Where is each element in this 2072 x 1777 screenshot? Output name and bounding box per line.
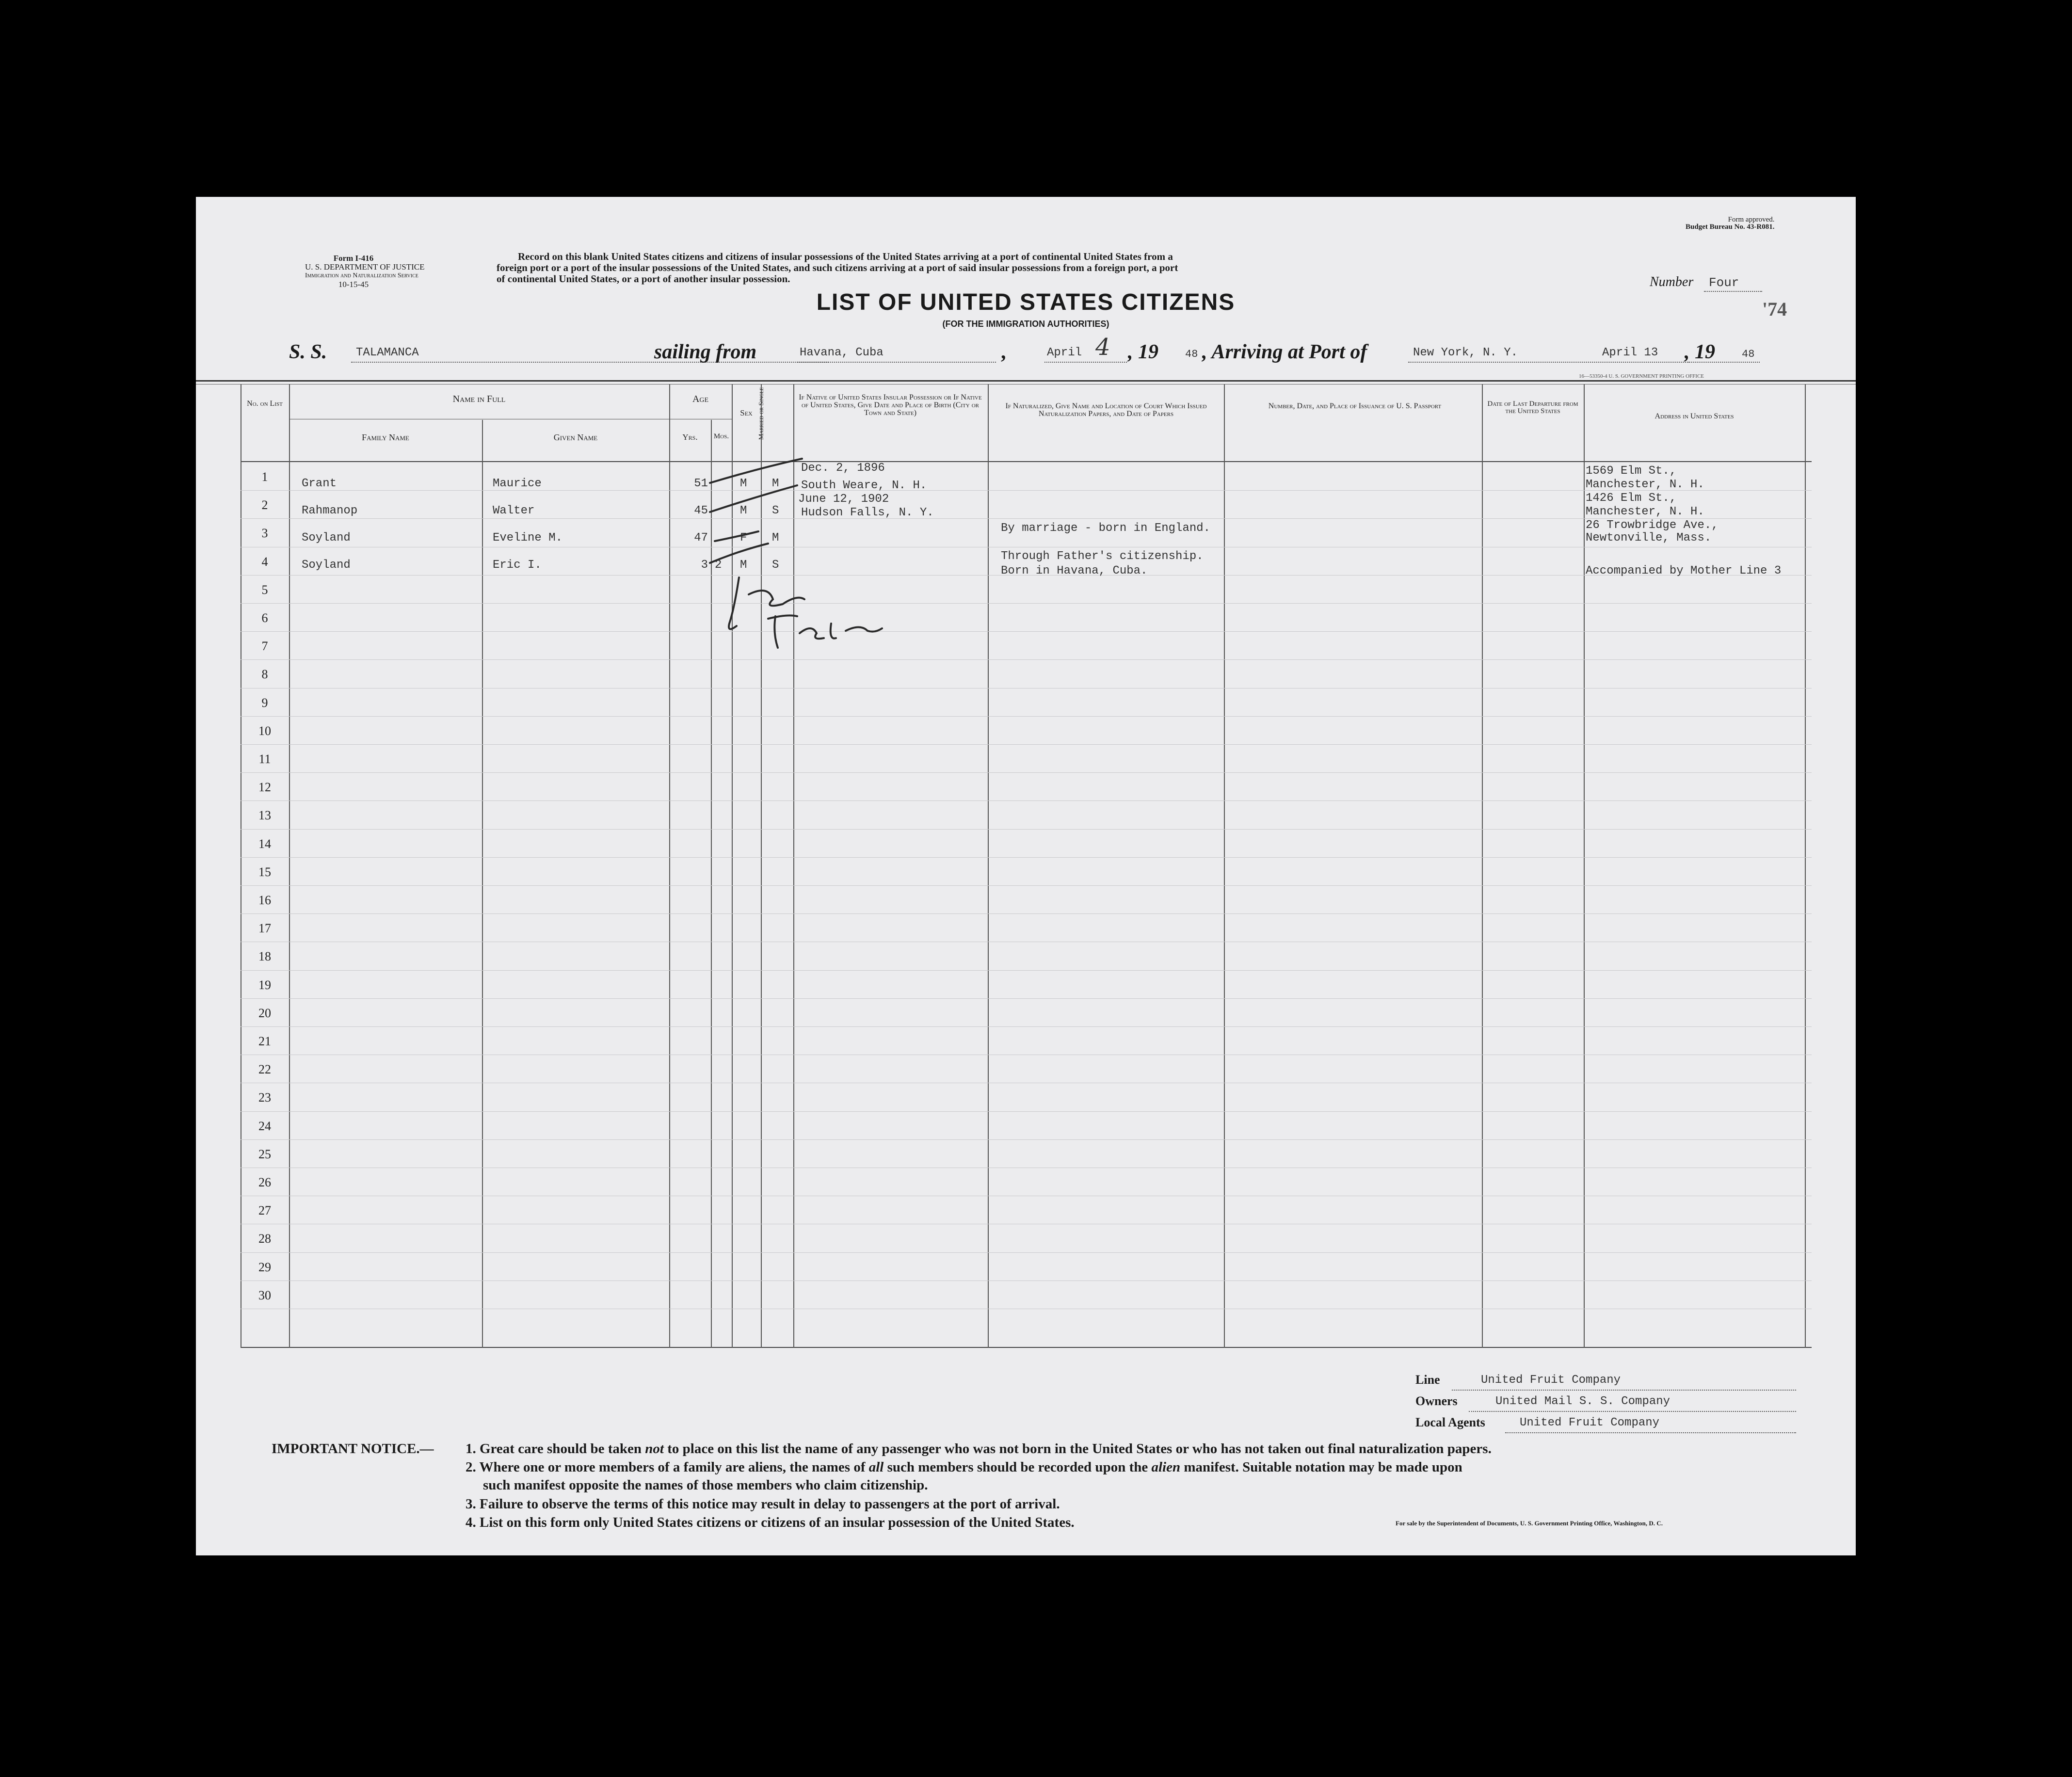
line-underline: [1452, 1390, 1796, 1391]
address-line: Manchester, N. H.: [1586, 505, 1704, 518]
arrival-port: New York, N. Y.: [1413, 346, 1518, 359]
row-rule: [241, 659, 1812, 660]
row-rule: [241, 716, 1812, 717]
ship-name: TALAMANCA: [356, 346, 419, 359]
row-number: 18: [258, 949, 271, 964]
notice-text: to place on this list the name of any passenger who was not born in the United States or who has not taken out final naturalization papers.: [663, 1441, 1492, 1457]
sex: M: [740, 504, 747, 517]
instruction-line: foreign port or a port of the insular possessions of the United States, and such citizens arriving at a port of said insular possessions from a foreign port, a port: [497, 262, 1178, 273]
family-name: Rahmanop: [302, 504, 358, 517]
arrival-date: April 13: [1602, 346, 1658, 359]
sex: F: [740, 531, 747, 544]
age-mos: 2: [715, 559, 722, 572]
col-header-given: Given Name: [553, 432, 598, 442]
notice-text: 1. Great care should be taken: [466, 1441, 645, 1457]
row-rule: [241, 744, 1812, 745]
row-number: 29: [258, 1260, 271, 1274]
sale-note: For sale by the Superintendent of Documents, U. S. Government Printing Office, Washington, D. C.: [1396, 1520, 1663, 1527]
table-bottom-rule: [241, 1347, 1812, 1348]
col-header-address: Address in United States: [1654, 412, 1734, 420]
printer-code: 16—53350-4 U. S. GOVERNMENT PRINTING OFFICE: [1579, 373, 1704, 379]
age-yrs: 47: [694, 531, 708, 544]
col-rule: [1584, 384, 1585, 1348]
agents-label: Local Agents: [1415, 1415, 1485, 1429]
naturalization-note: Through Father's citizenship.: [1001, 550, 1204, 563]
col-header-native: If Native of United States Insular Possession or If Native of United States, Give Date and Place of Birth (City or Town and State): [799, 393, 982, 417]
year-prefix: , 19: [1128, 341, 1158, 363]
notice-label: IMPORTANT NOTICE.—: [272, 1441, 434, 1457]
row-number: 12: [258, 780, 271, 795]
row-rule: [241, 631, 1812, 632]
row-number: 17: [258, 921, 271, 936]
address-line: Accompanied by Mother Line 3: [1586, 564, 1782, 577]
approval-line: Budget Bureau No. 43-R081.: [1686, 223, 1775, 231]
row-number: 16: [258, 893, 271, 907]
arrival-year: 48: [1742, 348, 1755, 360]
agents-value: United Fruit Company: [1520, 1416, 1660, 1429]
sail-month: April: [1047, 346, 1082, 359]
col-header-departure: Date of Last Departure from the United States: [1487, 400, 1578, 415]
col-header-sex: Sex: [740, 408, 753, 417]
tick-mark: [710, 485, 797, 512]
sex: M: [740, 559, 747, 572]
col-header-married: Married or Single: [758, 387, 765, 440]
arriving-label: , Arriving at Port of: [1202, 341, 1367, 363]
naturalization-note: By marriage - born in England.: [1001, 522, 1211, 535]
address-line: Manchester, N. H.: [1586, 478, 1704, 491]
sex: M: [740, 477, 747, 490]
year-prefix: , 19: [1685, 341, 1715, 363]
notice-item-4: 4. List on this form only United States citizens or citizens of an insular possession of the United States.: [466, 1515, 1075, 1530]
given-name: Eveline M.: [493, 531, 563, 544]
row-number: 8: [261, 667, 268, 682]
notice-item-2: [466, 1459, 1462, 1475]
row-number: 30: [258, 1288, 271, 1302]
date-stroke: [768, 615, 797, 648]
page-stamp: '74: [1762, 298, 1787, 320]
row-number: 13: [258, 808, 271, 823]
row-rule: [241, 800, 1812, 801]
ship-underline: [351, 362, 829, 363]
ss-label: S. S.: [289, 341, 327, 363]
port-underline: [797, 362, 996, 363]
col-rule: [988, 384, 989, 1348]
row-number: 28: [258, 1232, 271, 1246]
row-number: 19: [258, 977, 271, 992]
col-header-age: Age: [692, 394, 709, 404]
line-label: Line: [1415, 1373, 1440, 1387]
approval-line: Form approved.: [1728, 216, 1775, 224]
birth-date: Dec. 2, 1896: [801, 462, 885, 475]
col-rule: [669, 384, 670, 1348]
tick-mark: [710, 459, 802, 483]
row-rule: [241, 1026, 1812, 1027]
col-rule: [1482, 384, 1483, 1348]
notice-text: manifest. Suitable notation may be made upon: [1180, 1459, 1462, 1475]
notice-item-1: [466, 1441, 1492, 1457]
instruction-line: Record on this blank United States citizens and citizens of insular possessions of the United States arriving at a port of continental United States from a: [518, 251, 1173, 262]
col-header-yrs: Yrs.: [682, 432, 698, 442]
notice-emphasis: all: [868, 1459, 884, 1475]
instructions-text: [497, 251, 1178, 285]
col-header-no: No. on List: [247, 400, 283, 408]
row-number: 23: [258, 1090, 271, 1105]
row-number: 20: [258, 1006, 271, 1020]
family-name: Grant: [302, 477, 337, 490]
marital-status: S: [772, 504, 779, 517]
agents-underline: [1505, 1432, 1796, 1433]
form-title: LIST OF UNITED STATES CITIZENS: [816, 289, 1236, 315]
col-header-passport: Number, Date, and Place of Issuance of U. S. Passport: [1268, 402, 1442, 410]
row-number: 3: [261, 526, 268, 541]
arrival-date-underline: [1600, 362, 1760, 363]
row-rule: [241, 913, 1812, 914]
notice-item-2-cont: such manifest opposite the names of those members who claim citizenship.: [483, 1477, 928, 1493]
row-number: 1: [261, 470, 268, 484]
approval-block: [1686, 216, 1775, 231]
table-top-rule: [196, 380, 1856, 382]
given-name: Eric I.: [493, 559, 542, 572]
row-number: 26: [258, 1175, 271, 1189]
number-value: Four: [1709, 275, 1739, 290]
initials-stroke: [749, 591, 804, 606]
row-rule: [241, 829, 1812, 830]
row-rule: [241, 970, 1812, 971]
row-number: 14: [258, 836, 271, 851]
address-line: Newtonville, Mass.: [1586, 531, 1712, 544]
sailing-label: sailing from: [654, 341, 757, 363]
address-line: 26 Trowbridge Ave.,: [1586, 519, 1719, 532]
row-number: 10: [258, 723, 271, 738]
given-name: Maurice: [493, 477, 542, 490]
row-number: 27: [258, 1203, 271, 1218]
notice-emphasis: not: [645, 1441, 664, 1457]
marital-status: S: [772, 559, 779, 572]
col-header-mos: Mos.: [713, 432, 729, 440]
tick-mark: [710, 544, 768, 563]
age-yrs: 45: [694, 504, 708, 517]
marital-status: M: [772, 531, 779, 544]
given-name: Walter: [493, 504, 535, 517]
from-port: Havana, Cuba: [800, 346, 883, 359]
row-rule: [241, 1111, 1812, 1112]
row-number: 6: [261, 611, 268, 625]
row-rule: [241, 1139, 1812, 1140]
form-id: Form I-416: [333, 254, 374, 263]
col-header-name-in-full: Name in Full: [452, 394, 506, 404]
row-rule: [241, 857, 1812, 858]
notice-text: such members should be recorded upon the: [883, 1459, 1152, 1475]
form-subtitle: (FOR THE IMMIGRATION AUTHORITIES): [942, 319, 1109, 329]
notice-text: 2. Where one or more members of a family are aliens, the names of: [466, 1459, 869, 1475]
row-number: 21: [258, 1034, 271, 1048]
owners-label: Owners: [1415, 1394, 1458, 1408]
row-rule: [241, 885, 1812, 886]
sail-year: 48: [1185, 348, 1198, 360]
sail-day: 4: [1095, 334, 1110, 361]
col-header-family: Family Name: [362, 432, 409, 442]
row-number: 15: [258, 864, 271, 879]
tick-mark: [715, 531, 758, 541]
col-rule: [289, 384, 290, 1348]
row-number: 5: [261, 582, 268, 597]
row-number: 9: [261, 695, 268, 710]
form-id-block: [305, 254, 425, 289]
col-rule: [1224, 384, 1225, 1348]
manifest-sheet: [196, 197, 1856, 1555]
row-number: 25: [258, 1147, 271, 1161]
age-yrs: 3: [701, 559, 708, 572]
col-rule: [482, 420, 483, 1348]
naturalization-note: Born in Havana, Cuba.: [1001, 564, 1148, 577]
date-underline: [1044, 362, 1127, 363]
notice-item-3: 3. Failure to observe the terms of this notice may result in delay to passengers at the port of arrival.: [466, 1496, 1060, 1512]
birth-place: Hudson Falls, N. Y.: [801, 506, 934, 519]
birth-place: South Weare, N. H.: [801, 479, 927, 492]
row-number: 2: [261, 498, 268, 512]
age-yrs: 51: [694, 477, 708, 490]
row-number: 7: [261, 639, 268, 654]
address-line: 1569 Elm St.,: [1586, 464, 1677, 478]
row-number: 24: [258, 1119, 271, 1133]
row-number: 4: [261, 554, 268, 569]
family-name: Soyland: [302, 559, 351, 572]
owners-value: United Mail S. S. Company: [1495, 1395, 1670, 1408]
row-rule: [241, 772, 1812, 773]
dept-line: Immigration and Naturalization Service: [305, 272, 418, 279]
owners-underline: [1469, 1411, 1796, 1412]
comma: ,: [1001, 341, 1006, 363]
row-rule: [241, 998, 1812, 999]
date-stroke: [800, 624, 882, 639]
line-value: United Fruit Company: [1481, 1374, 1621, 1387]
birth-date: June 12, 1902: [798, 493, 889, 506]
col-header-naturalized: If Naturalized, Give Name and Location of Court Which Issued Naturalization Papers, and Date of Papers: [1005, 402, 1207, 418]
form-date: 10-15-45: [338, 280, 369, 289]
initials-stroke: [729, 577, 739, 629]
row-rule: [241, 490, 1812, 491]
row-rule: [241, 518, 1812, 519]
col-rule: [1805, 384, 1806, 1348]
row-rule: [241, 603, 1812, 604]
address-line: 1426 Elm St.,: [1586, 492, 1677, 505]
dept-line: U. S. DEPARTMENT OF JUSTICE: [305, 262, 425, 272]
header-bottom-rule: [241, 461, 1812, 462]
row-number: 11: [258, 752, 271, 766]
notice-emphasis: alien: [1151, 1459, 1181, 1475]
handwritten-marks: [700, 449, 904, 691]
marital-status: M: [772, 477, 779, 490]
number-label: Number: [1650, 274, 1694, 289]
instruction-line: of continental United States, or a port of another insular possession.: [497, 273, 790, 285]
row-number: 22: [258, 1062, 271, 1077]
family-name: Soyland: [302, 531, 351, 544]
row-rule: [241, 1252, 1812, 1253]
